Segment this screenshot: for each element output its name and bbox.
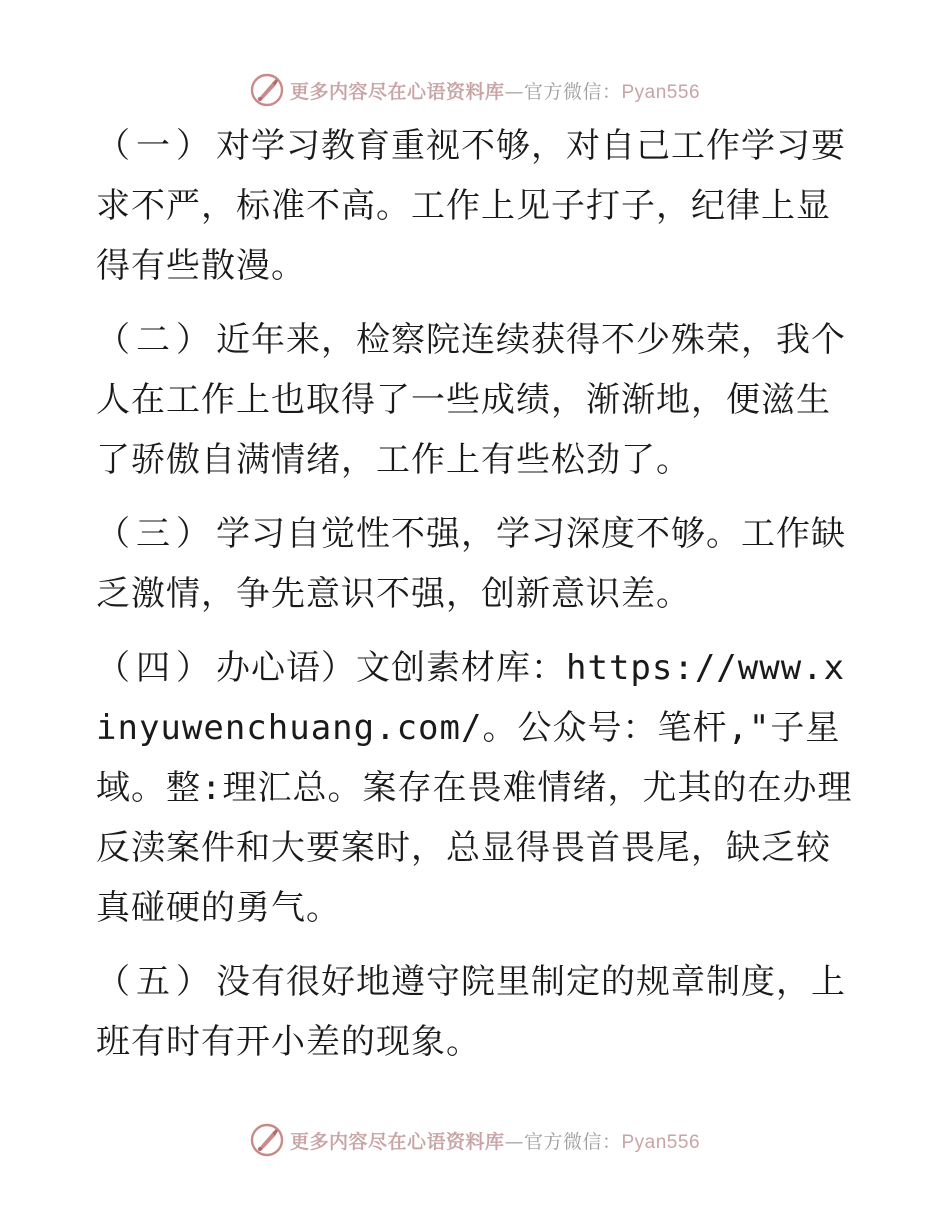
header-watermark [0,70,950,110]
paragraph-5 [96,952,856,1072]
watermark-text: 更多内容尽在心语资料库—官方微信：Pyan556 [289,1130,701,1153]
document-body [96,116,856,1086]
paragraph-marker: （二） [96,320,216,360]
paragraph-marker: （一） [96,126,216,166]
paragraph-marker: （三） [96,514,216,554]
paragraph-text: 近年来，检察院连续获得不少殊荣，我个人在工作上也取得了一些成绩，渐渐地，便滋生了骄傲自满情绪，工作上有些松劲了。 [96,320,846,480]
paragraph-marker: （五） [96,962,216,1002]
paragraph-1 [96,116,856,296]
paragraph-marker: （四） [96,648,216,688]
watermark-text: 更多内容尽在心语资料库—官方微信：Pyan556 [289,80,701,103]
quill-logo-icon [250,1123,284,1157]
footer-watermark [0,1120,950,1160]
paragraph-2 [96,310,856,490]
paragraph-text: 学习自觉性不强，学习深度不够。工作缺乏激情，争先意识不强，创新意识差。 [96,514,846,614]
paragraph-text: 对学习教育重视不够，对自己工作学习要求不严，标准不高。工作上见子打子，纪律上显得有些散漫。 [96,126,846,286]
paragraph-text: 没有很好地遵守院里制定的规章制度，上班有时有开小差的现象。 [96,962,846,1062]
quill-logo-icon [250,73,284,107]
paragraph-4 [96,638,856,938]
paragraph-3 [96,504,856,624]
paragraph-text: 办心语）文创素材库：https://www.xinyuwenchuang.com/。公众号：笔杆,"子星域。整:理汇总。案存在畏难情绪，尤其的在办理反渎案件和大要案时，总显得畏首畏尾，缺乏较真碰硬的勇气。 [96,648,853,928]
